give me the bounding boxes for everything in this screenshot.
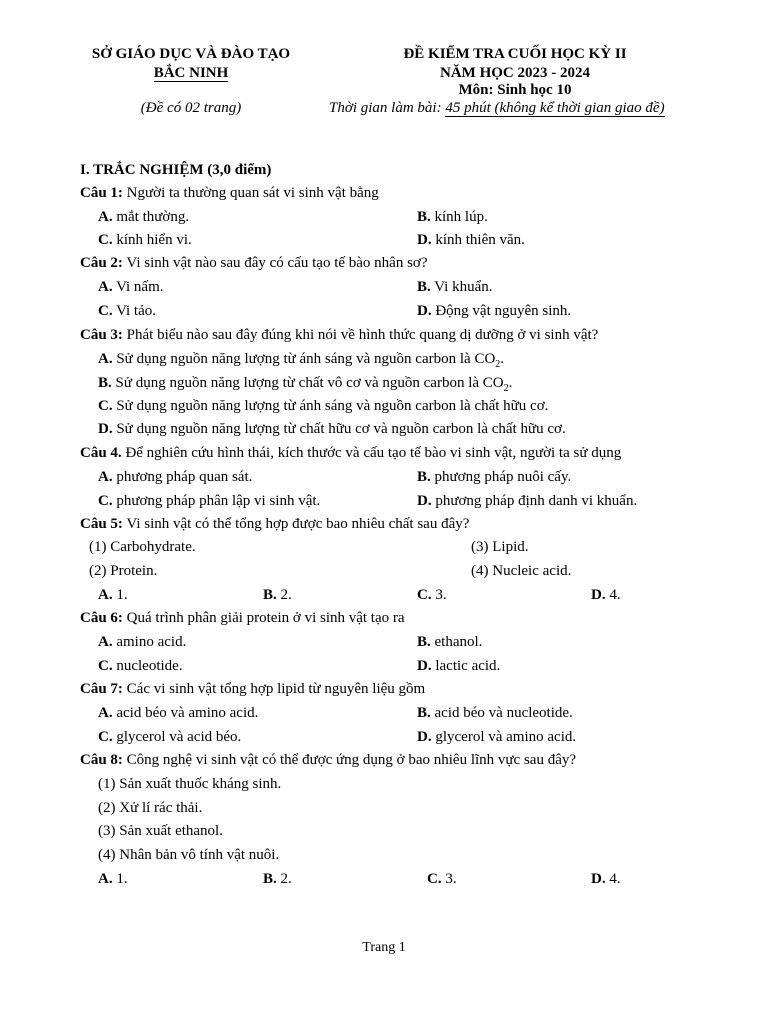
option-text: Vi nấm. bbox=[112, 279, 164, 295]
option-b bbox=[417, 633, 482, 651]
option-text: 2. bbox=[276, 587, 292, 603]
question-text: Các vi sinh vật tổng hợp lipid từ nguyên liệu gồm bbox=[122, 681, 426, 697]
question-label: Câu 6: bbox=[80, 610, 123, 626]
option-d bbox=[591, 586, 621, 604]
option-a bbox=[98, 870, 128, 888]
option-key: D. bbox=[591, 871, 606, 887]
question-label: Câu 2: bbox=[80, 255, 123, 271]
option-text: phương pháp quan sát. bbox=[112, 469, 253, 485]
option-d bbox=[591, 870, 621, 888]
question-label: Câu 1: bbox=[80, 185, 123, 201]
option-key: B. bbox=[417, 279, 431, 295]
option-text: 4. bbox=[605, 871, 621, 887]
option-a bbox=[98, 208, 189, 226]
list-item: (3) Sản xuất ethanol. bbox=[98, 823, 223, 839]
question-4 bbox=[80, 444, 621, 462]
option-key: B. bbox=[263, 587, 277, 603]
option-b bbox=[263, 870, 292, 888]
option-text: Sử dụng nguồn năng lượng từ chất vô cơ và nguồn carbon là CO bbox=[111, 375, 504, 391]
list-item: (4) Nhân bản vô tính vật nuôi. bbox=[98, 847, 280, 863]
option-key: D. bbox=[417, 232, 432, 248]
option-text: Động vật nguyên sinh. bbox=[431, 303, 572, 319]
option-c bbox=[98, 397, 548, 415]
option-text: kính hiển vi. bbox=[112, 232, 192, 248]
question-text: Quá trình phân giải protein ở vi sinh vật tạo ra bbox=[122, 610, 405, 626]
option-c bbox=[98, 492, 320, 510]
question-label: Câu 3: bbox=[80, 327, 123, 343]
option-key: A. bbox=[98, 705, 113, 721]
option-text: glycerol và amino acid. bbox=[431, 729, 577, 745]
option-text: lactic acid. bbox=[431, 658, 501, 674]
question-label: Câu 7: bbox=[80, 681, 123, 697]
option-key: C. bbox=[98, 232, 113, 248]
option-a bbox=[98, 633, 186, 651]
list-item: (4) Nucleic acid. bbox=[471, 563, 572, 579]
section-title: I. TRẮC NGHIỆM (3,0 điểm) bbox=[80, 162, 272, 178]
option-d bbox=[417, 302, 571, 320]
option-d bbox=[98, 420, 566, 438]
option-key: C. bbox=[98, 658, 113, 674]
option-text: phương pháp phân lập vi sinh vật. bbox=[112, 493, 321, 509]
option-key: A. bbox=[98, 634, 113, 650]
time-limit-prefix: Thời gian làm bài: bbox=[329, 100, 446, 116]
option-b bbox=[417, 704, 573, 722]
option-text: Vi tảo. bbox=[112, 303, 156, 319]
option-text: Sử dụng nguồn năng lượng từ ánh sáng và nguồn carbon là CO bbox=[112, 351, 496, 367]
list-item: (2) Xử lí rác thải. bbox=[98, 800, 203, 816]
time-limit-value: 45 phút (không kể thời gian giao đề) bbox=[445, 100, 665, 116]
option-text: phương pháp nuôi cấy. bbox=[430, 469, 572, 485]
question-label: Câu 8: bbox=[80, 752, 123, 768]
option-key: C. bbox=[98, 729, 113, 745]
question-label: Câu 4. bbox=[80, 445, 122, 461]
option-text: Sử dụng nguồn năng lượng từ chất hữu cơ và nguồn carbon là chất hữu cơ. bbox=[112, 421, 566, 437]
option-text: nucleotide. bbox=[112, 658, 183, 674]
option-d bbox=[417, 728, 576, 746]
option-key: A. bbox=[98, 209, 113, 225]
option-b bbox=[417, 278, 493, 296]
page-count-note: (Đề có 02 trang) bbox=[140, 100, 242, 116]
school-year: NĂM HỌC 2023 - 2024 bbox=[440, 65, 590, 81]
option-b bbox=[263, 586, 292, 604]
list-item: (1) Sản xuất thuốc kháng sinh. bbox=[98, 776, 282, 792]
option-text: 3. bbox=[441, 871, 457, 887]
option-c bbox=[98, 302, 156, 320]
question-3 bbox=[80, 326, 598, 344]
option-key: D. bbox=[98, 421, 113, 437]
option-d bbox=[417, 492, 637, 510]
option-key: B. bbox=[417, 634, 431, 650]
province-name bbox=[60, 64, 322, 82]
option-text: amino acid. bbox=[112, 634, 187, 650]
option-key: A. bbox=[98, 587, 113, 603]
option-key: D. bbox=[417, 493, 432, 509]
option-text: kính thiên văn. bbox=[431, 232, 525, 248]
subscript: 2 bbox=[503, 383, 509, 394]
option-text: glycerol và acid béo. bbox=[112, 729, 242, 745]
question-text: Vi sinh vật nào sau đây có cấu tạo tế bào nhân sơ? bbox=[122, 255, 428, 271]
question-text: Để nghiên cứu hình thái, kích thước và cấu tạo tế bào vi sinh vật, người ta sử dụng bbox=[121, 445, 622, 461]
option-c bbox=[98, 728, 241, 746]
option-b bbox=[417, 208, 488, 226]
question-text: Vi sinh vật có thể tổng hợp được bao nhiêu chất sau đây? bbox=[122, 516, 470, 532]
option-key: C. bbox=[98, 493, 113, 509]
subscript: 2 bbox=[495, 359, 501, 370]
time-limit bbox=[329, 99, 665, 117]
option-text: 3. bbox=[431, 587, 447, 603]
question-text: Công nghệ vi sinh vật có thể được ứng dụng ở bao nhiêu lĩnh vực sau đây? bbox=[122, 752, 577, 768]
option-c bbox=[427, 870, 457, 888]
option-a bbox=[98, 704, 258, 722]
list-item: (2) Protein. bbox=[89, 563, 158, 579]
option-key: D. bbox=[417, 658, 432, 674]
option-a bbox=[98, 278, 164, 296]
option-key: B. bbox=[417, 469, 431, 485]
option-key: C. bbox=[98, 398, 113, 414]
list-item: (1) Carbohydrate. bbox=[89, 539, 196, 555]
option-text: 2. bbox=[276, 871, 292, 887]
option-key: C. bbox=[417, 587, 432, 603]
option-text: Vi khuẩn. bbox=[430, 279, 493, 295]
question-5 bbox=[80, 515, 469, 533]
list-item: (3) Lipid. bbox=[471, 539, 529, 555]
option-end: . bbox=[500, 351, 505, 367]
option-b bbox=[98, 374, 512, 398]
exam-title: ĐỀ KIỂM TRA CUỐI HỌC KỲ II bbox=[403, 46, 627, 62]
option-d bbox=[417, 231, 525, 249]
option-key: A. bbox=[98, 279, 113, 295]
option-d bbox=[417, 657, 500, 675]
question-6 bbox=[80, 609, 405, 627]
option-text: phương pháp định danh vi khuẩn. bbox=[431, 493, 638, 509]
department-name: SỞ GIÁO DỤC VÀ ĐÀO TẠO bbox=[91, 46, 291, 62]
option-key: C. bbox=[427, 871, 442, 887]
subject: Môn: Sinh học 10 bbox=[458, 82, 572, 98]
option-text: acid béo và amino acid. bbox=[112, 705, 259, 721]
option-key: A. bbox=[98, 871, 113, 887]
option-key: B. bbox=[98, 375, 112, 391]
question-8 bbox=[80, 751, 576, 769]
option-text: Sử dụng nguồn năng lượng từ ánh sáng và nguồn carbon là chất hữu cơ. bbox=[112, 398, 549, 414]
option-key: D. bbox=[591, 587, 606, 603]
option-c bbox=[417, 586, 447, 604]
option-a bbox=[98, 350, 504, 374]
option-end: . bbox=[508, 375, 513, 391]
option-key: B. bbox=[417, 705, 431, 721]
option-text: 1. bbox=[112, 587, 128, 603]
page-number: Trang 1 bbox=[362, 940, 406, 955]
option-key: A. bbox=[98, 351, 113, 367]
option-c bbox=[98, 657, 183, 675]
question-1 bbox=[80, 184, 379, 202]
province-name-text: BẮC NINH bbox=[153, 65, 229, 81]
option-a bbox=[98, 586, 128, 604]
option-text: 1. bbox=[112, 871, 128, 887]
option-text: acid béo và nucleotide. bbox=[430, 705, 573, 721]
question-label: Câu 5: bbox=[80, 516, 123, 532]
option-b bbox=[417, 468, 571, 486]
question-7 bbox=[80, 680, 425, 698]
option-key: A. bbox=[98, 469, 113, 485]
option-c bbox=[98, 231, 192, 249]
option-key: C. bbox=[98, 303, 113, 319]
option-key: D. bbox=[417, 303, 432, 319]
option-key: D. bbox=[417, 729, 432, 745]
question-text: Phát biểu nào sau đây đúng khi nói về hình thức quang dị dưỡng ở vi sinh vật? bbox=[122, 327, 599, 343]
option-text: ethanol. bbox=[430, 634, 483, 650]
question-text: Người ta thường quan sát vi sinh vật bằng bbox=[122, 185, 379, 201]
option-text: mắt thường. bbox=[112, 209, 190, 225]
option-key: B. bbox=[417, 209, 431, 225]
question-2 bbox=[80, 254, 428, 272]
option-text: kính lúp. bbox=[430, 209, 488, 225]
option-text: 4. bbox=[605, 587, 621, 603]
option-a bbox=[98, 468, 252, 486]
option-key: B. bbox=[263, 871, 277, 887]
